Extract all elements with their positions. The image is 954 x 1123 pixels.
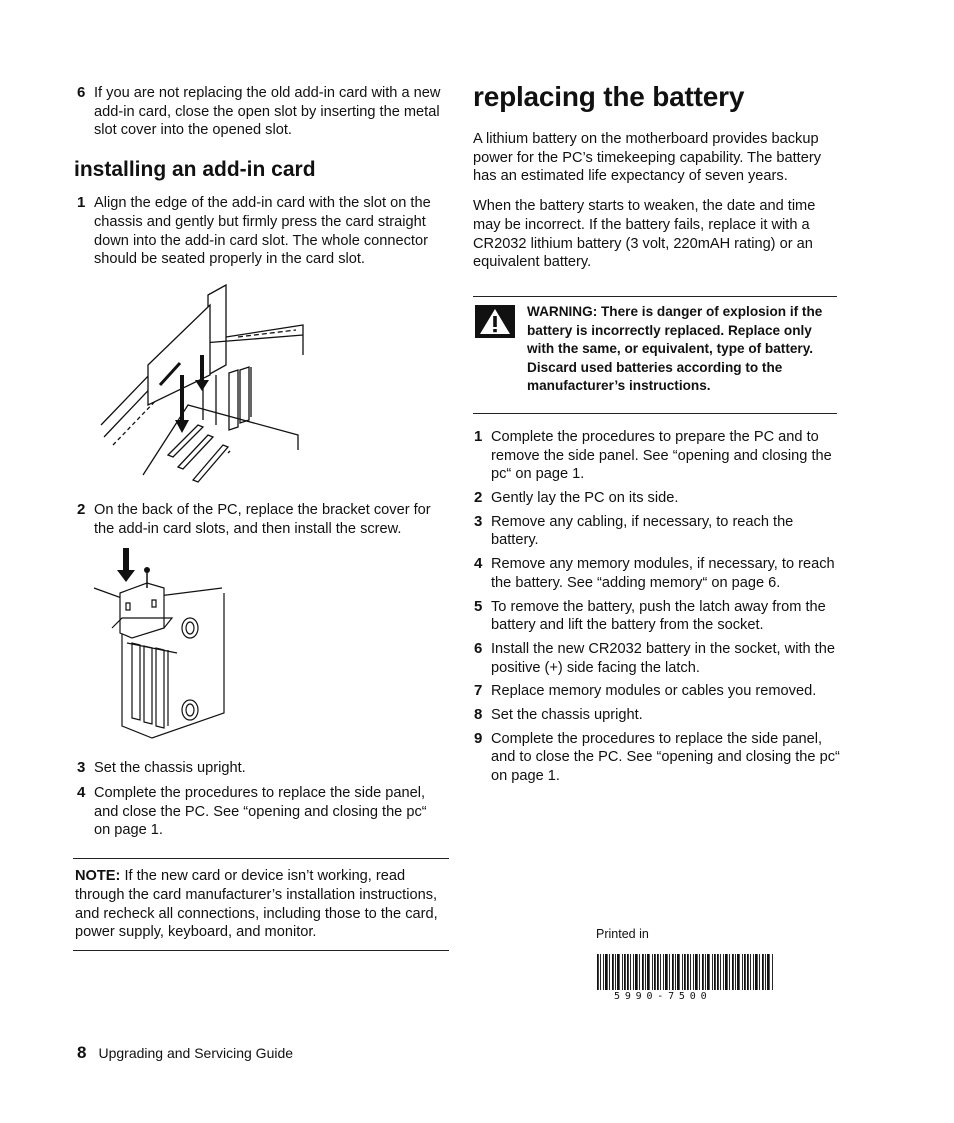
install-step-3	[74, 759, 446, 778]
barcode-bar	[639, 954, 640, 990]
step-number: 3	[474, 512, 483, 530]
install-step-2	[74, 501, 446, 538]
note-text: If the new card or device isn’t working, read through the card manufacturer’s installation instructions, and recheck all connections, including those to the card, power supply, keyboard, and monitor.	[75, 868, 438, 941]
barcode-bar	[717, 954, 719, 990]
battery-step-3	[473, 513, 843, 550]
step-number: 8	[474, 706, 483, 724]
step-text: Gently lay the PC on its side.	[491, 490, 679, 507]
step-number: 2	[77, 500, 86, 518]
barcode-bar	[753, 954, 754, 990]
right-column	[473, 78, 843, 791]
barcode-bar	[705, 954, 706, 990]
barcode-bar	[732, 954, 734, 990]
step-number: 6	[77, 84, 86, 101]
step-number: 3	[77, 759, 86, 777]
page-footer	[77, 1043, 293, 1063]
step-text: Set the chassis upright.	[491, 707, 643, 724]
barcode-bar	[630, 954, 631, 990]
barcode-bar	[712, 954, 713, 990]
barcode-bar	[609, 954, 610, 990]
barcode-bar	[765, 954, 766, 990]
step-number: 5	[474, 597, 483, 615]
battery-step-5	[473, 598, 843, 635]
barcode-bar	[747, 954, 749, 990]
barcode-bar	[600, 954, 601, 990]
barcode-bar	[714, 954, 716, 990]
barcode-bar	[759, 954, 760, 990]
barcode-bar	[605, 954, 608, 990]
barcode-bar	[647, 954, 650, 990]
barcode-bar	[597, 954, 599, 990]
barcode-bar	[684, 954, 686, 990]
note-label: NOTE:	[75, 868, 121, 885]
warning-icon	[475, 305, 515, 338]
step-text: Remove any cabling, if necessary, to reach the battery.	[491, 513, 794, 549]
barcode-bar	[675, 954, 676, 990]
barcode-bar	[633, 954, 634, 990]
barcode-bar	[742, 954, 743, 990]
step-number: 4	[474, 555, 483, 573]
barcode	[597, 954, 775, 994]
step-number: 2	[474, 489, 483, 507]
barcode-bar	[720, 954, 721, 990]
step-number: 6	[474, 639, 483, 657]
barcode-bar	[635, 954, 638, 990]
barcode-bar	[693, 954, 694, 990]
step-text: Complete the procedures to prepare the PC and to remove the side panel. See “opening and closing the pc“ on page 1.	[491, 428, 832, 483]
barcode-bar	[737, 954, 740, 990]
note-box	[73, 858, 449, 951]
battery-step-6	[473, 640, 843, 677]
barcode-bar	[750, 954, 751, 990]
barcode-bar	[755, 954, 758, 990]
barcode-bar	[612, 954, 614, 990]
barcode-bar	[699, 954, 700, 990]
barcode-bar	[687, 954, 689, 990]
barcode-bar	[729, 954, 730, 990]
barcode-bar	[615, 954, 616, 990]
step-number: 9	[474, 729, 483, 747]
warning-box	[473, 296, 837, 414]
barcode-bar	[723, 954, 724, 990]
bracket-cover-illustration	[92, 548, 242, 743]
step-text: Complete the procedures to replace the side panel, and to close the PC. See “opening and closing the pc“ on page 1.	[491, 730, 840, 785]
barcode-number: 5990-7500	[614, 991, 712, 1002]
install-card-heading: installing an add-in card	[74, 158, 316, 182]
barcode-bar	[627, 954, 629, 990]
battery-step-7	[473, 682, 843, 701]
step-text: To remove the battery, push the latch away from the battery and lift the battery from the socket.	[491, 598, 826, 634]
barcode-bar	[642, 954, 644, 990]
barcode-bar	[624, 954, 626, 990]
barcode-bar	[657, 954, 659, 990]
barcode-bar	[735, 954, 736, 990]
barcode-bar	[672, 954, 674, 990]
battery-weaken-paragraph: When the battery starts to weaken, the date and time may be incorrect. If the battery fails, replace it with a CR2032 lithium battery (3 volt, 220mAH rating) or an equivalent battery.	[473, 198, 816, 271]
battery-heading: replacing the battery	[473, 81, 745, 112]
add-in-card-illustration	[98, 275, 328, 485]
step-text: Install the new CR2032 battery in the socket, with the positive (+) side facing the latch.	[491, 640, 835, 676]
barcode-bar	[690, 954, 691, 990]
step-number: 1	[77, 194, 86, 212]
barcode-bar	[645, 954, 646, 990]
warning-text: WARNING: There is danger of explosion if the battery is incorrectly replaced. Replace only with the same, or equivalent, type of battery. Discard used batteries according to the manufacturer’s instructions.	[527, 303, 823, 394]
barcode-bar	[663, 954, 664, 990]
step-6-slot-cover	[74, 84, 446, 140]
barcode-bar	[603, 954, 604, 990]
battery-step-8	[473, 706, 843, 725]
battery-step-9	[473, 730, 843, 786]
battery-step-2	[473, 489, 843, 508]
footer-title: Upgrading and Servicing Guide	[98, 1045, 294, 1061]
install-step-1	[74, 194, 446, 269]
barcode-bar	[772, 954, 773, 990]
barcode-bar	[695, 954, 698, 990]
barcode-bar	[677, 954, 680, 990]
step-text: Complete the procedures to replace the side panel, and close the PC. See “opening and closing the pc“ on page 1.	[94, 785, 427, 839]
left-column	[74, 84, 446, 951]
battery-step-1	[473, 428, 843, 484]
step-text: Set the chassis upright.	[94, 760, 246, 777]
barcode-bar	[654, 954, 656, 990]
barcode-bar	[767, 954, 770, 990]
barcode-bar	[617, 954, 620, 990]
barcode-bar	[669, 954, 670, 990]
barcode-bar	[762, 954, 764, 990]
barcode-bar	[707, 954, 710, 990]
page-number: 8	[77, 1043, 87, 1062]
barcode-bar	[622, 954, 623, 990]
step-number: 4	[77, 784, 86, 802]
barcode-bar	[744, 954, 746, 990]
step-text: On the back of the PC, replace the bracket cover for the add-in card slots, and then install the screw.	[94, 501, 431, 537]
barcode-bar	[682, 954, 683, 990]
barcode-bar	[652, 954, 653, 990]
barcode-bar	[665, 954, 668, 990]
barcode-bar	[660, 954, 661, 990]
barcode-bar	[702, 954, 704, 990]
step-text: Align the edge of the add-in card with the slot on the chassis and gently but firmly press the card straight down into the add-in card slot. The whole connector should be seated properly in the card slot.	[94, 195, 431, 268]
battery-step-4	[473, 555, 843, 592]
battery-intro-paragraph: A lithium battery on the motherboard provides backup power for the PC’s timekeeping capability. The battery has an estimated life expectancy of seven years.	[473, 131, 821, 185]
step-text: If you are not replacing the old add-in card with a new add-in card, close the open slot by inserting the metal slot cover into the opened slot.	[94, 85, 441, 139]
install-step-4	[74, 784, 446, 840]
barcode-bar	[725, 954, 728, 990]
printed-in-label: Printed in	[596, 927, 649, 941]
step-number: 1	[474, 427, 483, 445]
step-number: 7	[474, 682, 483, 700]
step-text: Replace memory modules or cables you removed.	[491, 683, 817, 700]
step-text: Remove any memory modules, if necessary, to reach the battery. See “adding memory“ on page 6.	[491, 556, 835, 591]
